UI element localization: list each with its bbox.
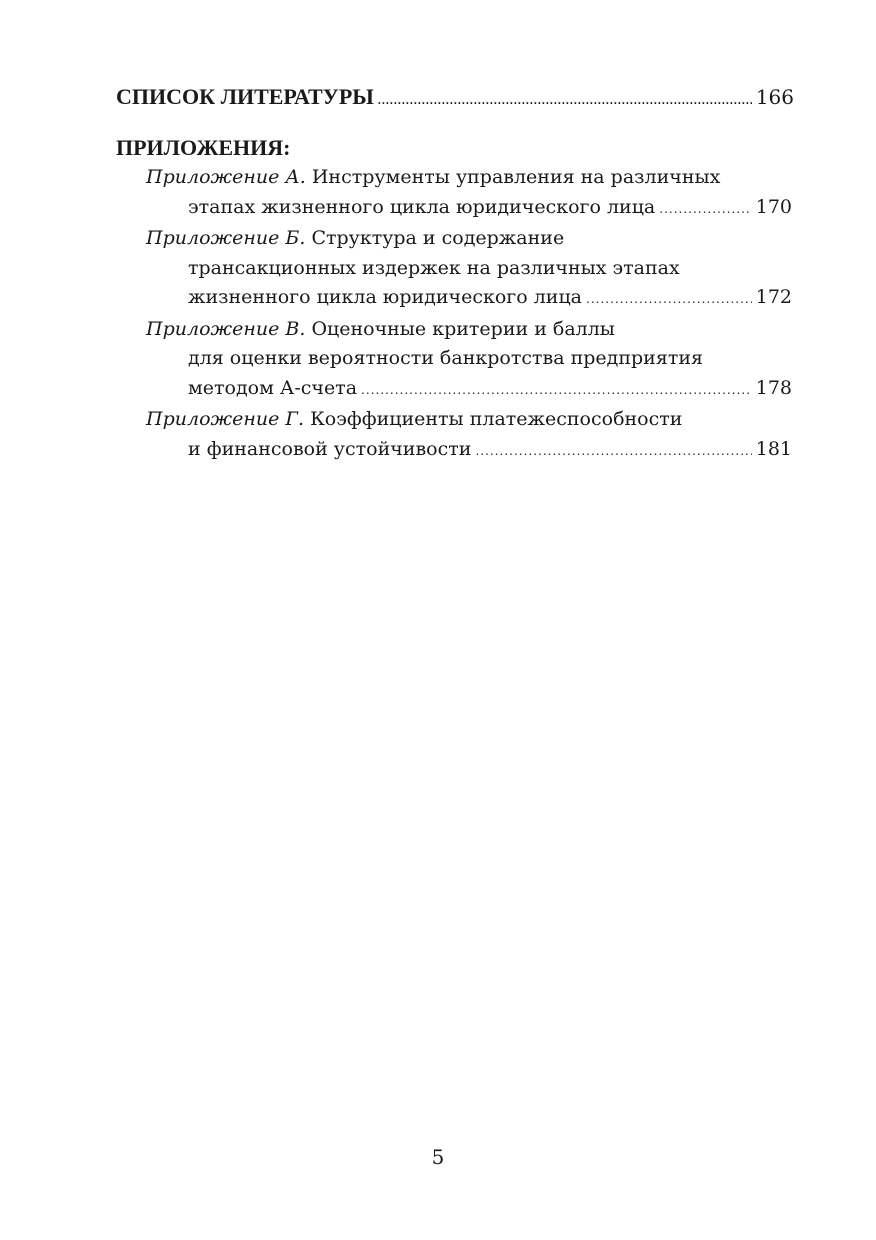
appendices-heading: ПРИЛОЖЕНИЯ:: [116, 135, 291, 160]
toc-entry-first-line: [146, 163, 792, 193]
toc-entry-appendix-g: [116, 405, 792, 466]
appendix-title-line: Оценочные критерии и баллы: [311, 317, 615, 340]
appendix-title-line: трансакционных издержек на различных этапах: [188, 256, 680, 279]
toc-entry-first-line: [146, 405, 792, 435]
toc-entry-last-line: [146, 193, 792, 225]
toc-entry-first-line: [146, 224, 792, 254]
appendix-title-line: и финансовой устойчивости: [188, 437, 472, 460]
toc-entry-last-line: [146, 283, 792, 315]
appendix-title-line: методом А-счета: [188, 376, 358, 399]
table-of-contents: [116, 80, 794, 466]
appendix-title-line: этапах жизненного цикла юридического лица: [188, 195, 656, 218]
toc-entry-page: 166: [755, 85, 794, 109]
page-number: 5: [431, 1145, 445, 1169]
toc-entry-references: [116, 80, 794, 117]
dot-leader: [378, 83, 752, 117]
appendix-title-line: Структура и содержание: [311, 227, 565, 249]
appendix-label: Приложение В.: [146, 317, 306, 340]
dot-leader: [475, 437, 751, 467]
appendix-title-line: Коэффициенты платежеспособности: [310, 408, 683, 430]
toc-entry-appendix-b: [116, 224, 792, 315]
appendix-label: Приложение А.: [146, 166, 306, 188]
dot-leader: [659, 195, 751, 225]
toc-entry-page: 178: [755, 376, 792, 399]
toc-entry-page: 172: [755, 286, 792, 308]
toc-entry-last-line: [146, 435, 792, 467]
toc-entry-first-line: [146, 315, 792, 345]
appendix-label: Приложение Б.: [146, 227, 306, 249]
toc-entry-appendix-v: [116, 315, 792, 406]
dot-leader: [361, 376, 752, 406]
appendix-label: Приложение Г.: [146, 408, 305, 430]
appendix-title-line: для оценки вероятности банкротства предприятия: [188, 347, 703, 369]
toc-entry-page: 181: [755, 437, 792, 460]
toc-entry-appendix-a: [116, 163, 792, 224]
toc-entry-last-line: [146, 374, 792, 406]
toc-entry-page: 170: [755, 195, 792, 218]
toc-entry-title: СПИСОК ЛИТЕРАТУРЫ: [116, 84, 374, 109]
dot-leader: [586, 285, 752, 315]
appendix-title-line: жизненного цикла юридического лица: [188, 286, 583, 308]
appendix-title-line: Инструменты управления на различных: [311, 166, 721, 188]
